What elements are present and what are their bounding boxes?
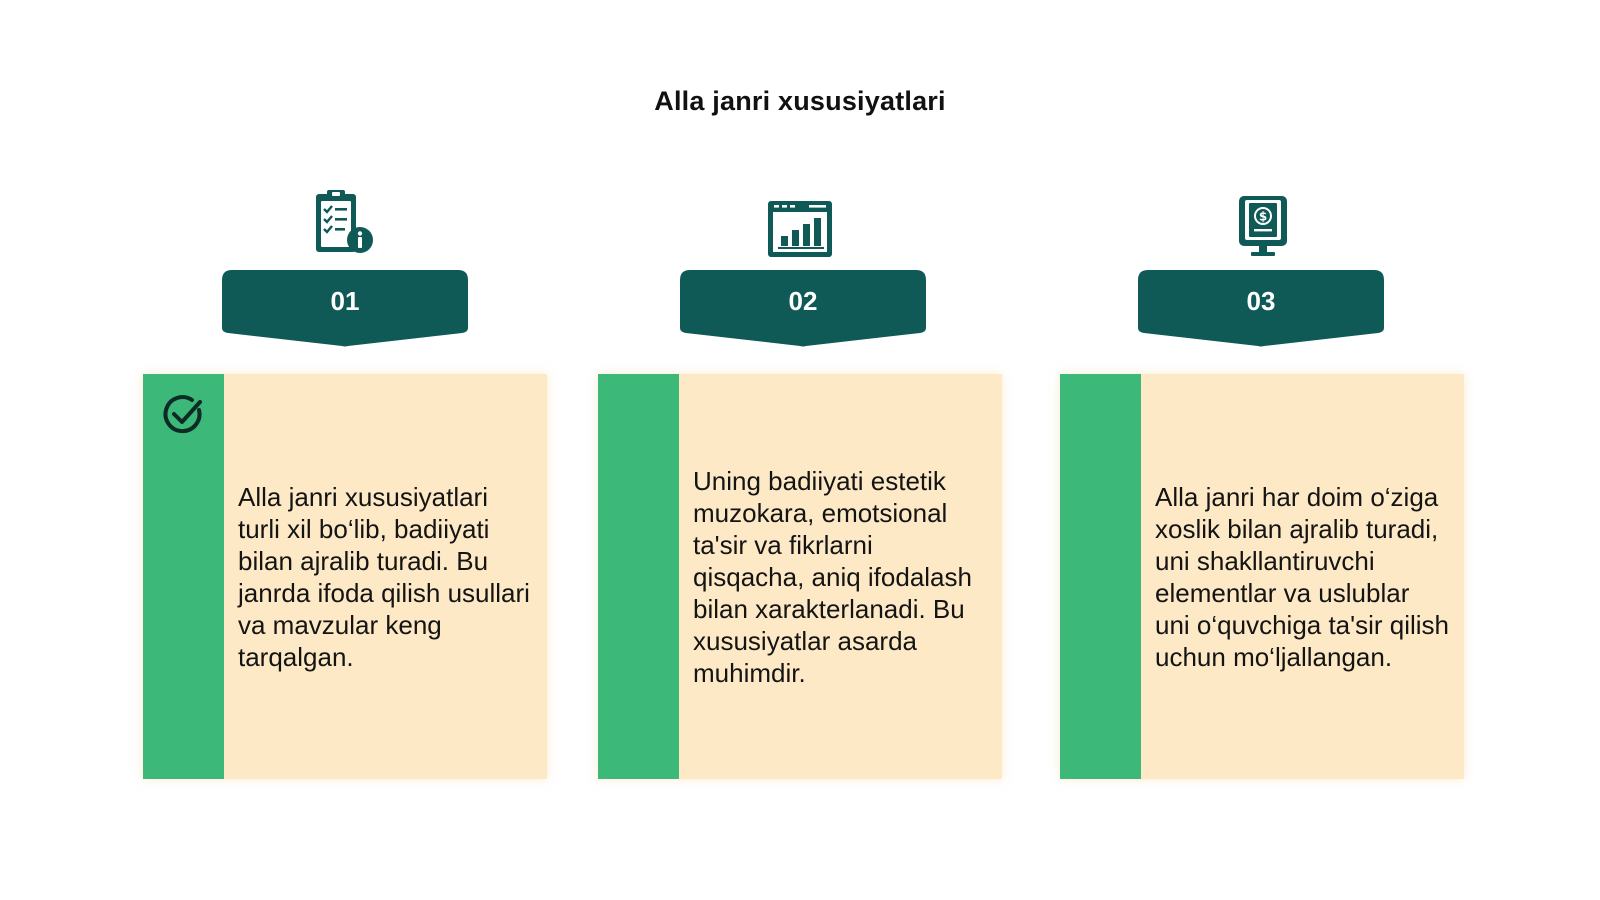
card-text: Alla janri xususiyatlari turli xil bo‘lib, badiiyati bilan ajralib turadi. Bu janrda ifoda qilish usullari va mavzular keng tarqalgan.: [238, 481, 530, 672]
info-card-03: [1060, 374, 1464, 779]
step-badge-03: [1138, 270, 1384, 348]
monitor-dollar-icon: [1228, 192, 1298, 262]
card-stripe: [598, 374, 679, 779]
step-number: 02: [788, 286, 818, 316]
card-text: Uning badiiyati estetik muzokara, emotsional ta'sir va fikrlarni qisqacha, aniq ifodalash bilan xarakterlanadi. Bu xususiyatlar asarda muhimdir.: [693, 465, 972, 688]
step-number: 01: [330, 286, 360, 316]
page-title: Alla janri xususiyatlari: [654, 86, 946, 116]
svg-text:$: $: [1258, 209, 1268, 224]
step-number: 03: [1246, 286, 1276, 316]
info-card-02: [598, 374, 1002, 779]
step-badge-01: [222, 270, 468, 348]
info-card-01: [143, 374, 547, 779]
clipboard-checklist-info-icon: [310, 188, 380, 258]
card-text: Alla janri har doim o‘ziga xoslik bilan ajralib turadi, uni shakllantiruvchi elementlar va uslublar uni o‘quvchiga ta'sir qilish uchun mo‘ljallangan.: [1155, 481, 1450, 672]
browser-bar-chart-icon: [765, 196, 835, 266]
card-stripe: [1060, 374, 1141, 779]
step-badge-02: [680, 270, 926, 348]
check-circle-icon: [161, 392, 207, 438]
